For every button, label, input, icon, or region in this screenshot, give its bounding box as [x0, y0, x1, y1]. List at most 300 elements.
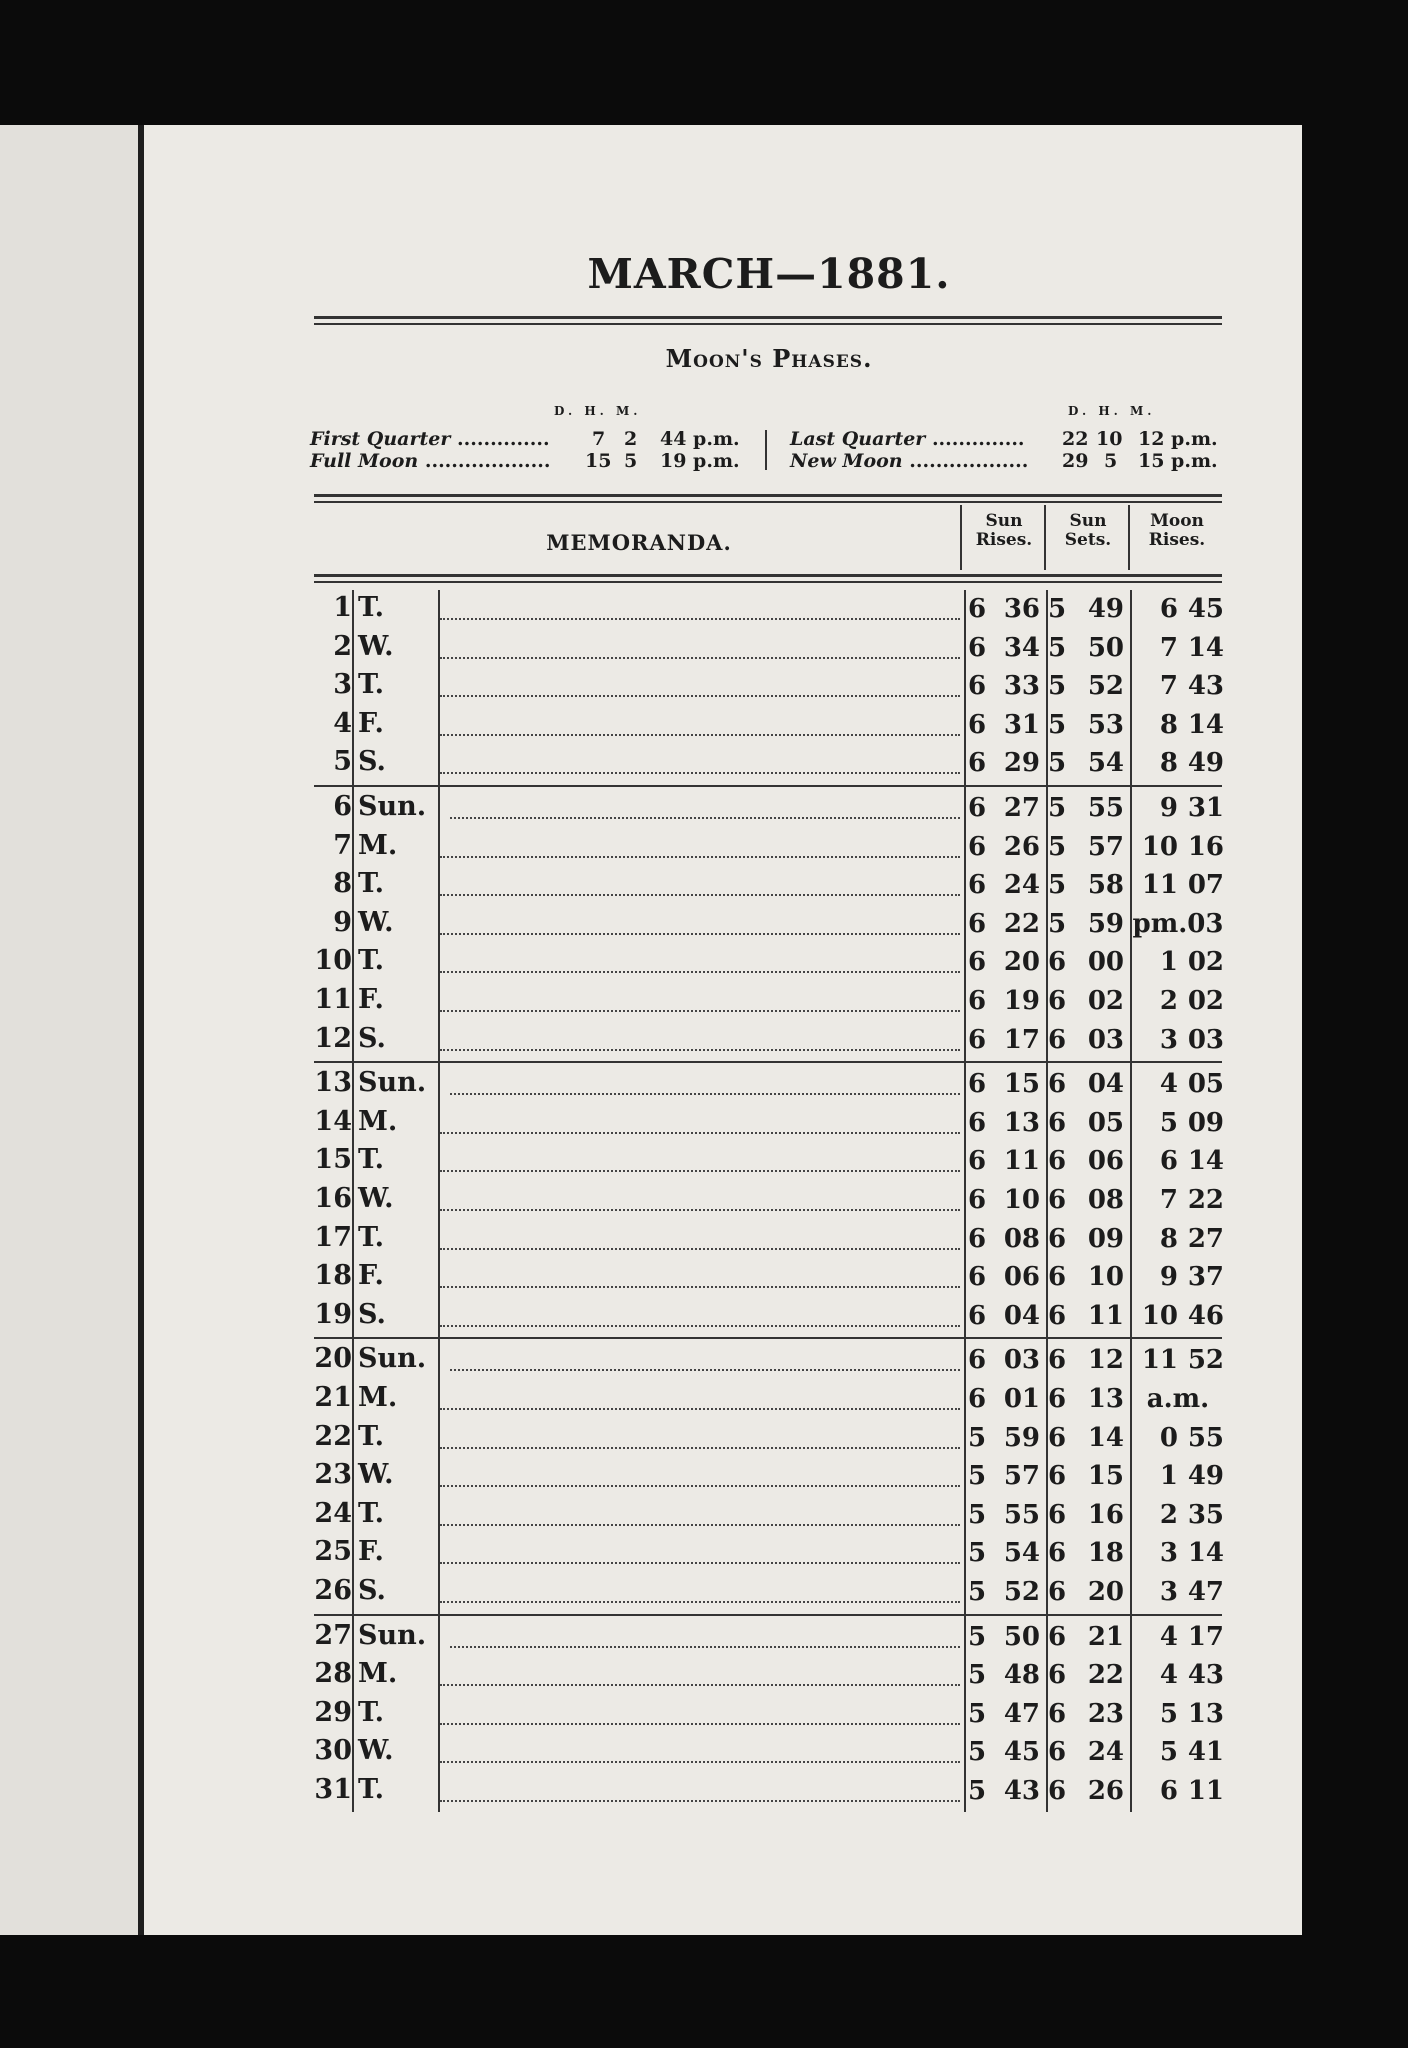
day-of-week: W.: [358, 1735, 394, 1766]
sun-set-minute: 08: [1087, 1185, 1124, 1215]
sun-rise-minute: 54: [1003, 1538, 1040, 1568]
memo-line: [450, 1646, 960, 1648]
sun-rise-minute: 06: [1003, 1262, 1040, 1292]
moon-rise-hour: 2: [1159, 1500, 1178, 1530]
sun-rise-minute: 27: [1003, 793, 1040, 823]
moon-rise-hour: 5: [1159, 1699, 1178, 1729]
memo-line: [440, 657, 960, 659]
day-number: 16: [314, 1183, 352, 1214]
sun-rises-header: Sun Rises.: [975, 511, 1033, 550]
sun-rise-minute: 01: [1003, 1384, 1040, 1414]
day-of-week: M.: [358, 830, 398, 861]
moon-rise-minute: 45: [1187, 594, 1224, 624]
moon-rise-hour: 10: [1141, 1301, 1178, 1331]
moon-rise-hour: 4: [1159, 1622, 1178, 1652]
sun-set-minute: 05: [1087, 1108, 1124, 1138]
day-number: 31: [314, 1774, 352, 1805]
day-of-week: T.: [358, 1144, 385, 1175]
day-number: 14: [314, 1106, 352, 1137]
sun-rise-minute: 13: [1003, 1108, 1040, 1138]
day-row: [300, 1341, 1240, 1379]
memo-line: [440, 1248, 960, 1250]
moon-rise-minute: 37: [1187, 1262, 1224, 1292]
moon-rise-text: pm.03: [1132, 909, 1224, 939]
sun-set-minute: 09: [1087, 1224, 1124, 1254]
moon-rise-hour: 0: [1159, 1423, 1178, 1453]
sun-set-minute: 49: [1087, 594, 1124, 624]
memo-line: [440, 734, 960, 736]
sun-set-hour: 5: [1048, 748, 1067, 778]
title-rule: [314, 316, 1222, 325]
sun-rise-minute: 03: [1003, 1345, 1040, 1375]
memo-line: [440, 1761, 960, 1763]
memo-line: [440, 1684, 960, 1686]
moon-rise-minute: 17: [1187, 1622, 1224, 1652]
day-of-week: F.: [358, 1260, 384, 1291]
sun-set-minute: 16: [1087, 1500, 1124, 1530]
moon-rise-minute: 41: [1187, 1737, 1224, 1767]
sun-set-minute: 55: [1087, 793, 1124, 823]
moon-rise-hour: 6: [1159, 594, 1178, 624]
day-row: [300, 905, 1240, 943]
sun-set-hour: 6: [1048, 947, 1067, 977]
day-number: 15: [314, 1144, 352, 1175]
moon-rise-hour: 3: [1159, 1538, 1178, 1568]
day-row: [300, 590, 1240, 628]
sun-set-minute: 10: [1087, 1262, 1124, 1292]
sun-set-hour: 6: [1048, 1622, 1067, 1652]
day-of-week: T.: [358, 1421, 385, 1452]
sun-set-hour: 6: [1048, 1423, 1067, 1453]
sun-rise-hour: 5: [968, 1500, 987, 1530]
last-quarter-h: 10: [1096, 428, 1123, 450]
moon-rise-minute: 47: [1187, 1577, 1224, 1607]
full-moon-label: Full Moon ...................: [310, 450, 551, 472]
day-of-week: F.: [358, 984, 384, 1015]
day-of-week: T.: [358, 868, 385, 899]
day-row: [300, 1258, 1240, 1296]
new-moon-m: 15 p.m.: [1138, 450, 1218, 472]
sun-rise-hour: 6: [968, 1224, 987, 1254]
sun-set-hour: 6: [1048, 1146, 1067, 1176]
day-row: [300, 1142, 1240, 1180]
sun-rise-minute: 52: [1003, 1577, 1040, 1607]
last-quarter-d: 22: [1062, 428, 1089, 450]
moon-rise-minute: 11: [1187, 1776, 1224, 1806]
moon-rise-sep: [1130, 590, 1132, 1812]
day-number: 2: [333, 631, 352, 662]
day-number: 28: [314, 1658, 352, 1689]
moon-rise-hour: 7: [1159, 1185, 1178, 1215]
sun-set-hour: 6: [1048, 1500, 1067, 1530]
memo-line: [440, 1132, 960, 1134]
moon-rise-minute: 52: [1187, 1345, 1224, 1375]
sun-set-minute: 20: [1087, 1577, 1124, 1607]
sun-set-hour: 5: [1048, 870, 1067, 900]
memo-line: [440, 1010, 960, 1012]
sun-set-minute: 14: [1087, 1423, 1124, 1453]
sun-rise-hour: 6: [968, 594, 987, 624]
day-number: 24: [314, 1498, 352, 1529]
week-rule: [314, 785, 1222, 787]
day-of-week: M.: [358, 1658, 398, 1689]
memoranda-header: MEMORANDA.: [546, 530, 732, 555]
sun-rise-hour: 6: [968, 710, 987, 740]
day-of-week: M.: [358, 1106, 398, 1137]
memo-line: [440, 1447, 960, 1449]
moon-rise-hour: 8: [1159, 748, 1178, 778]
first-quarter-label: First Quarter ..............: [310, 428, 550, 450]
sun-rise-minute: 47: [1003, 1699, 1040, 1729]
memo-line: [440, 772, 960, 774]
header-sep-3: [1128, 505, 1130, 570]
sun-rise-sep: [964, 590, 966, 1812]
moon-rise-hour: 11: [1141, 1345, 1178, 1375]
full-moon-m: 19 p.m.: [660, 450, 740, 472]
moon-rise-hour: 6: [1159, 1146, 1178, 1176]
moon-rise-minute: 02: [1187, 986, 1224, 1016]
sun-rise-hour: 6: [968, 671, 987, 701]
sun-rise-minute: 22: [1003, 909, 1040, 939]
day-number: 9: [333, 907, 352, 938]
sun-rise-hour: 5: [968, 1577, 987, 1607]
sun-rise-hour: 5: [968, 1423, 987, 1453]
sun-set-minute: 50: [1087, 633, 1124, 663]
sun-set-hour: 6: [1048, 1185, 1067, 1215]
day-of-week: T.: [358, 592, 385, 623]
day-row: [300, 1618, 1240, 1656]
moon-rise-hour: 4: [1159, 1069, 1178, 1099]
header-sep-1: [960, 505, 962, 570]
moon-rise-minute: 27: [1187, 1224, 1224, 1254]
sun-rise-minute: 10: [1003, 1185, 1040, 1215]
memo-sep: [438, 590, 440, 1812]
moon-rises-header: Moon Rises.: [1148, 511, 1206, 550]
moon-rise-minute: 43: [1187, 1660, 1224, 1690]
sun-set-minute: 06: [1087, 1146, 1124, 1176]
moon-rise-minute: 02: [1187, 947, 1224, 977]
day-of-week: S.: [358, 1575, 386, 1606]
sun-set-minute: 26: [1087, 1776, 1124, 1806]
sun-set-hour: 6: [1048, 1461, 1067, 1491]
sun-set-hour: 6: [1048, 1737, 1067, 1767]
sun-rise-minute: 34: [1003, 633, 1040, 663]
moon-rise-hour: 9: [1159, 1262, 1178, 1292]
day-number: 6: [333, 791, 352, 822]
day-row: [300, 1496, 1240, 1534]
sun-rise-minute: 26: [1003, 832, 1040, 862]
moon-phases-heading: Moon's Phases.: [665, 344, 873, 373]
moon-rise-hour: 10: [1141, 832, 1178, 862]
moon-rise-hour: 3: [1159, 1025, 1178, 1055]
day-number: 1: [333, 592, 352, 623]
moon-rise-hour: 7: [1159, 671, 1178, 701]
moon-rise-minute: 09: [1187, 1108, 1224, 1138]
week-rule: [314, 1337, 1222, 1339]
sun-rise-hour: 6: [968, 986, 987, 1016]
sun-rise-hour: 5: [968, 1622, 987, 1652]
sun-set-hour: 5: [1048, 710, 1067, 740]
sun-rise-hour: 5: [968, 1776, 987, 1806]
week-rule: [314, 1614, 1222, 1616]
moon-rise-hour: 6: [1159, 1776, 1178, 1806]
day-row: [300, 866, 1240, 904]
sun-set-minute: 12: [1087, 1345, 1124, 1375]
moon-rise-hour: 5: [1159, 1108, 1178, 1138]
sun-set-minute: 03: [1087, 1025, 1124, 1055]
day-number: 19: [314, 1299, 352, 1330]
day-number: 29: [314, 1697, 352, 1728]
moon-rise-hour: 11: [1141, 870, 1178, 900]
memo-line: [440, 971, 960, 973]
new-moon-h: 5: [1104, 450, 1118, 472]
sun-rise-minute: 15: [1003, 1069, 1040, 1099]
day-number: 7: [333, 830, 352, 861]
day-of-week: T.: [358, 1498, 385, 1529]
day-of-week: S.: [358, 1023, 386, 1054]
sun-rise-minute: 08: [1003, 1224, 1040, 1254]
moon-rise-hour: 4: [1159, 1660, 1178, 1690]
sun-rise-hour: 6: [968, 1069, 987, 1099]
day-row: [300, 1656, 1240, 1694]
moon-rise-hour: 7: [1159, 633, 1178, 663]
week-rule: [314, 1061, 1222, 1063]
sun-set-hour: 6: [1048, 1660, 1067, 1690]
dhm-header-left: D. H. M.: [554, 404, 642, 418]
sun-rise-hour: 6: [968, 633, 987, 663]
memo-line: [450, 817, 960, 819]
header-rule-top: [314, 494, 1222, 503]
sun-set-sep: [1046, 590, 1048, 1812]
full-moon-h: 5: [624, 450, 638, 472]
day-row: [300, 1772, 1240, 1810]
moon-rise-minute: 55: [1187, 1423, 1224, 1453]
sun-rise-minute: 04: [1003, 1301, 1040, 1331]
sun-rise-minute: 45: [1003, 1737, 1040, 1767]
sun-set-hour: 6: [1048, 1577, 1067, 1607]
first-quarter-h: 2: [624, 428, 638, 450]
day-row: [300, 1181, 1240, 1219]
day-number: 17: [314, 1222, 352, 1253]
day-row: [300, 667, 1240, 705]
day-of-week: Sun.: [358, 1620, 427, 1651]
memo-line: [440, 894, 960, 896]
sun-rise-hour: 5: [968, 1538, 987, 1568]
sun-set-minute: 52: [1087, 671, 1124, 701]
sun-set-hour: 5: [1048, 793, 1067, 823]
sun-rise-hour: 5: [968, 1737, 987, 1767]
day-row: [300, 1380, 1240, 1418]
moon-rise-minute: 07: [1187, 870, 1224, 900]
moon-rise-minute: 49: [1187, 748, 1224, 778]
memo-line: [450, 1369, 960, 1371]
day-row: [300, 1220, 1240, 1258]
moon-rise-text: a.m.: [1146, 1384, 1210, 1414]
day-of-week: T.: [358, 1697, 385, 1728]
first-quarter-d: 7: [592, 428, 606, 450]
sun-rise-hour: 6: [968, 793, 987, 823]
sun-set-minute: 00: [1087, 947, 1124, 977]
day-row: [300, 1419, 1240, 1457]
sun-rise-hour: 6: [968, 870, 987, 900]
sun-rise-hour: 6: [968, 748, 987, 778]
memo-line: [450, 1093, 960, 1095]
memo-line: [440, 1723, 960, 1725]
moon-rise-minute: 03: [1187, 1025, 1224, 1055]
day-row: [300, 1573, 1240, 1611]
day-of-week: W.: [358, 631, 394, 662]
sun-set-minute: 22: [1087, 1660, 1124, 1690]
day-number: 22: [314, 1421, 352, 1452]
moon-rise-minute: 14: [1187, 710, 1224, 740]
memo-line: [440, 1286, 960, 1288]
day-number: 3: [333, 669, 352, 700]
day-row: [300, 1065, 1240, 1103]
moon-rise-hour: 1: [1159, 1461, 1178, 1491]
day-row: [300, 744, 1240, 782]
sun-rise-hour: 5: [968, 1699, 987, 1729]
day-of-week: F.: [358, 708, 384, 739]
day-row: [300, 789, 1240, 827]
day-sep: [352, 590, 354, 1812]
sun-set-hour: 6: [1048, 1538, 1067, 1568]
sun-rise-hour: 6: [968, 947, 987, 977]
day-number: 25: [314, 1536, 352, 1567]
sun-set-minute: 02: [1087, 986, 1124, 1016]
day-of-week: T.: [358, 945, 385, 976]
sun-set-hour: 6: [1048, 1699, 1067, 1729]
sun-rise-minute: 29: [1003, 748, 1040, 778]
sun-set-hour: 5: [1048, 671, 1067, 701]
sun-set-minute: 59: [1087, 909, 1124, 939]
sun-set-minute: 18: [1087, 1538, 1124, 1568]
sun-rise-hour: 6: [968, 1262, 987, 1292]
day-of-week: T.: [358, 669, 385, 700]
page-title: MARCH—1881.: [587, 250, 951, 298]
day-of-week: S.: [358, 1299, 386, 1330]
day-of-week: W.: [358, 907, 394, 938]
memo-line: [440, 618, 960, 620]
sun-set-hour: 5: [1048, 633, 1067, 663]
sun-set-minute: 04: [1087, 1069, 1124, 1099]
memo-line: [440, 1170, 960, 1172]
last-quarter-m: 12 p.m.: [1138, 428, 1218, 450]
sun-rise-minute: 48: [1003, 1660, 1040, 1690]
memo-line: [440, 1800, 960, 1802]
day-row: [300, 1733, 1240, 1771]
day-of-week: T.: [358, 1774, 385, 1805]
new-moon-label: New Moon ..................: [790, 450, 1029, 472]
moon-rise-minute: 31: [1187, 793, 1224, 823]
moon-rise-minute: 22: [1187, 1185, 1224, 1215]
sun-set-hour: 6: [1048, 1108, 1067, 1138]
memo-line: [440, 695, 960, 697]
sun-set-minute: 13: [1087, 1384, 1124, 1414]
sun-set-minute: 53: [1087, 710, 1124, 740]
sun-set-minute: 15: [1087, 1461, 1124, 1491]
sun-rise-hour: 6: [968, 1025, 987, 1055]
sun-rise-minute: 24: [1003, 870, 1040, 900]
sun-rise-hour: 6: [968, 1384, 987, 1414]
sun-rise-hour: 6: [968, 1185, 987, 1215]
day-number: 5: [333, 746, 352, 777]
moon-rise-hour: 2: [1159, 986, 1178, 1016]
sun-rise-minute: 33: [1003, 671, 1040, 701]
day-row: [300, 1534, 1240, 1572]
sun-rise-hour: 6: [968, 909, 987, 939]
sun-rise-hour: 6: [968, 1345, 987, 1375]
sun-set-hour: 5: [1048, 909, 1067, 939]
sun-set-minute: 24: [1087, 1737, 1124, 1767]
memo-line: [440, 856, 960, 858]
sun-set-hour: 6: [1048, 1262, 1067, 1292]
full-moon-d: 15: [585, 450, 612, 472]
moon-rise-minute: 13: [1187, 1699, 1224, 1729]
day-number: 4: [333, 708, 352, 739]
moon-rise-hour: 1: [1159, 947, 1178, 977]
sun-set-hour: 5: [1048, 832, 1067, 862]
sun-rise-hour: 6: [968, 1146, 987, 1176]
sun-rise-minute: 55: [1003, 1500, 1040, 1530]
day-row: [300, 1021, 1240, 1059]
sun-rise-minute: 31: [1003, 710, 1040, 740]
day-number: 20: [314, 1343, 352, 1374]
day-number: 26: [314, 1575, 352, 1606]
moon-rise-minute: 16: [1187, 832, 1224, 862]
sun-rise-minute: 20: [1003, 947, 1040, 977]
day-row: [300, 1457, 1240, 1495]
moon-rise-minute: 14: [1187, 633, 1224, 663]
sun-set-hour: 6: [1048, 1224, 1067, 1254]
sun-sets-header: Sun Sets.: [1064, 511, 1112, 550]
moon-rise-minute: 14: [1187, 1146, 1224, 1176]
memo-line: [440, 1562, 960, 1564]
sun-rise-minute: 43: [1003, 1776, 1040, 1806]
adjacent-page: [0, 125, 138, 1935]
day-of-week: M.: [358, 1382, 398, 1413]
sun-set-minute: 57: [1087, 832, 1124, 862]
sun-rise-hour: 6: [968, 832, 987, 862]
moon-rise-minute: 35: [1187, 1500, 1224, 1530]
memo-line: [440, 1325, 960, 1327]
dhm-header-right: D. H. M.: [1068, 404, 1156, 418]
memo-line: [440, 1524, 960, 1526]
day-number: 11: [314, 984, 352, 1015]
sun-rise-minute: 57: [1003, 1461, 1040, 1491]
moon-rise-hour: 8: [1159, 710, 1178, 740]
sun-rise-hour: 6: [968, 1301, 987, 1331]
day-of-week: T.: [358, 1222, 385, 1253]
day-number: 30: [314, 1735, 352, 1766]
sun-rise-minute: 19: [1003, 986, 1040, 1016]
day-number: 23: [314, 1459, 352, 1490]
day-of-week: Sun.: [358, 1343, 427, 1374]
header-rule-bottom: [314, 574, 1222, 583]
sun-rise-hour: 5: [968, 1660, 987, 1690]
sun-set-minute: 58: [1087, 870, 1124, 900]
sun-rise-minute: 17: [1003, 1025, 1040, 1055]
sun-set-hour: 6: [1048, 1776, 1067, 1806]
day-number: 13: [314, 1067, 352, 1098]
memo-line: [440, 1049, 960, 1051]
day-row: [300, 982, 1240, 1020]
day-row: [300, 1104, 1240, 1142]
sun-set-hour: 6: [1048, 1345, 1067, 1375]
new-moon-d: 29: [1062, 450, 1089, 472]
book-spine: [138, 125, 144, 1935]
day-number: 10: [314, 945, 352, 976]
day-of-week: S.: [358, 746, 386, 777]
